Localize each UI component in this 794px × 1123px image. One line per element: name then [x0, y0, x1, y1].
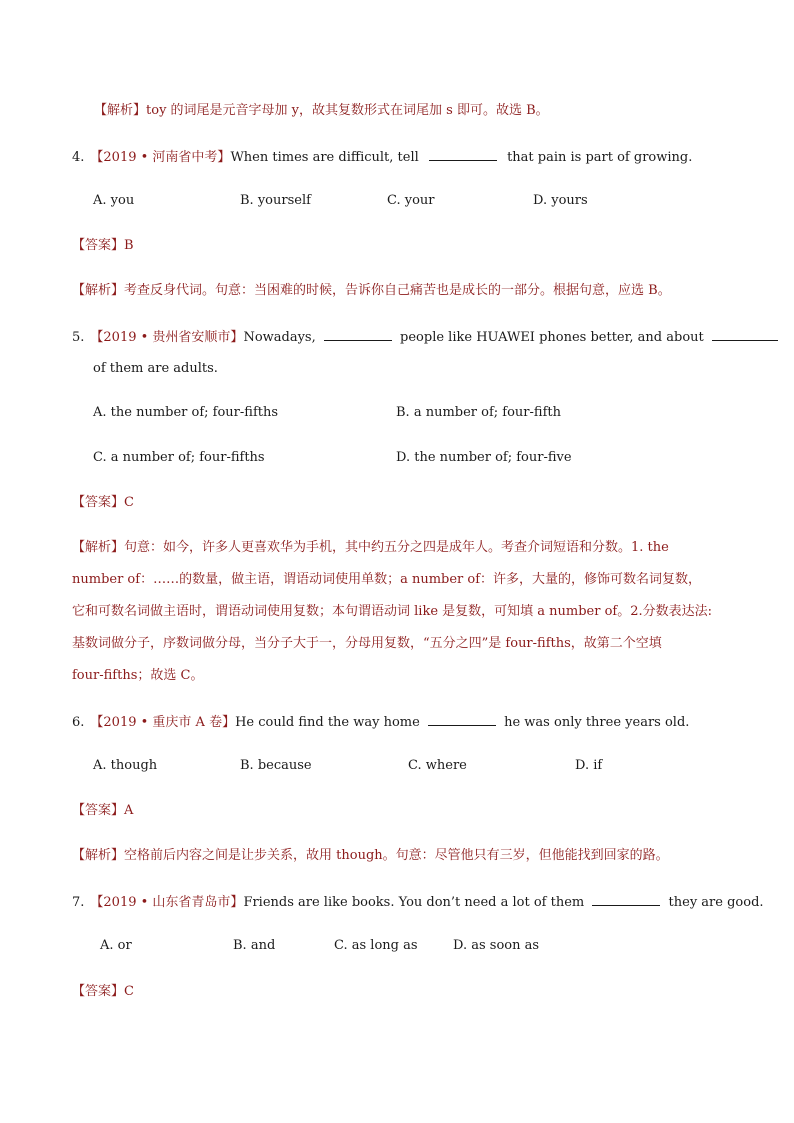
q4-answer: [72, 238, 134, 254]
answer-value: B: [124, 238, 134, 253]
q7-option-b: B. and: [233, 938, 276, 953]
analysis-label: 【解析】: [72, 540, 125, 555]
question-number: 7.: [72, 895, 85, 910]
answer-blank: [429, 148, 497, 161]
answer-label: 【答案】: [72, 238, 125, 253]
analysis-label: 【解析】: [72, 848, 125, 863]
q7-option-c: C. as long as: [334, 938, 418, 953]
analysis-text: 句意：如今，许多人更喜欢华为手机，其中约五分之四是成年人。考查介词短语和分数。1. the: [124, 540, 669, 555]
stem-part: When times are difficult, tell: [230, 150, 419, 165]
q7-answer: [72, 984, 134, 1000]
analysis-label: 【解析】: [72, 283, 125, 298]
analysis-text: 考查反身代词。句意：当困难的时候，告诉你自己痛苦也是成长的一部分。根据句意，应选 B。: [124, 283, 671, 298]
question-source: 【2019 • 重庆市 A 卷】: [90, 715, 236, 730]
answer-value: C: [124, 495, 134, 510]
q6-stem: [72, 713, 689, 731]
analysis-text: toy 的词尾是元音字母加 y，故其复数形式在词尾加 s 即可。故选 B。: [146, 103, 549, 118]
answer-label: 【答案】: [72, 803, 125, 818]
answer-label: 【答案】: [72, 984, 125, 999]
stem-part: they are good.: [668, 895, 764, 910]
stem-part: he was only three years old.: [504, 715, 690, 730]
answer-blank: [324, 328, 392, 341]
analysis-label: 【解析】: [94, 103, 147, 118]
q5-stem: [72, 328, 778, 346]
question-number: 6.: [72, 715, 85, 730]
question-source: 【2019 • 贵州省安顺市】: [90, 330, 244, 345]
q5-analysis-line-2: number of：……的数量，做主语，谓语动词使用单数；a number of：许多，大量的，修饰可数名词复数，: [72, 572, 702, 587]
q6-answer: [72, 803, 133, 819]
q4-option-d: D. yours: [533, 193, 588, 208]
question-source: 【2019 • 山东省青岛市】: [90, 895, 244, 910]
q5-option-a: A. the number of; four-fifths: [93, 405, 279, 420]
q4-option-a: A. you: [93, 193, 135, 208]
q4-option-b: B. yourself: [240, 193, 311, 208]
question-number: 4.: [72, 150, 85, 165]
q4-stem: [72, 148, 692, 166]
stem-part: Friends are like books. You don’t need a lot of them: [243, 895, 585, 910]
q5-option-d: D. the number of; four-five: [396, 450, 572, 465]
q5-option-b: B. a number of; four-fifth: [396, 405, 561, 420]
analysis-text: 空格前后内容之间是让步关系，故用 though。句意：尽管他只有三岁，但他能找到回家的路。: [124, 848, 669, 863]
q6-analysis: [72, 848, 669, 864]
question-source: 【2019 • 河南省中考】: [90, 150, 231, 165]
stem-part: people like HUAWEI phones better, and about: [400, 330, 704, 345]
answer-blank: [712, 328, 778, 341]
q5-analysis-line-1: [72, 540, 669, 556]
stem-part: He could find the way home: [235, 715, 420, 730]
answer-label: 【答案】: [72, 495, 125, 510]
answer-value: C: [124, 984, 134, 999]
q7-stem: [72, 893, 764, 911]
answer-blank: [428, 713, 496, 726]
stem-part: Nowadays,: [243, 330, 316, 345]
q6-option-d: D. if: [575, 758, 603, 773]
q7-option-a: A. or: [100, 938, 132, 953]
q4-analysis: [72, 283, 671, 299]
stem-part: that pain is part of growing.: [507, 150, 693, 165]
question-number: 5.: [72, 330, 85, 345]
q6-option-b: B. because: [240, 758, 312, 773]
q3-analysis: [94, 103, 549, 119]
q5-stem-continued: of them are adults.: [93, 361, 218, 376]
q5-analysis-line-3: 它和可数名词做主语时，谓语动词使用复数；本句谓语动词 like 是复数，可知填 a number of。2.分数表达法:: [72, 604, 713, 619]
q5-analysis-line-5: four-fifths；故选 C。: [72, 668, 204, 683]
q5-option-c: C. a number of; four-fifths: [93, 450, 265, 465]
q6-option-a: A. though: [93, 758, 158, 773]
q4-option-c: C. your: [387, 193, 435, 208]
q5-answer: [72, 495, 134, 511]
answer-value: A: [124, 803, 134, 818]
q7-option-d: D. as soon as: [453, 938, 540, 953]
answer-blank: [592, 893, 660, 906]
q6-option-c: C. where: [408, 758, 467, 773]
q5-analysis-line-4: 基数词做分子，序数词做分母，当分子大于一，分母用复数，“五分之四”是 four-fifths，故第二个空填: [72, 636, 662, 651]
